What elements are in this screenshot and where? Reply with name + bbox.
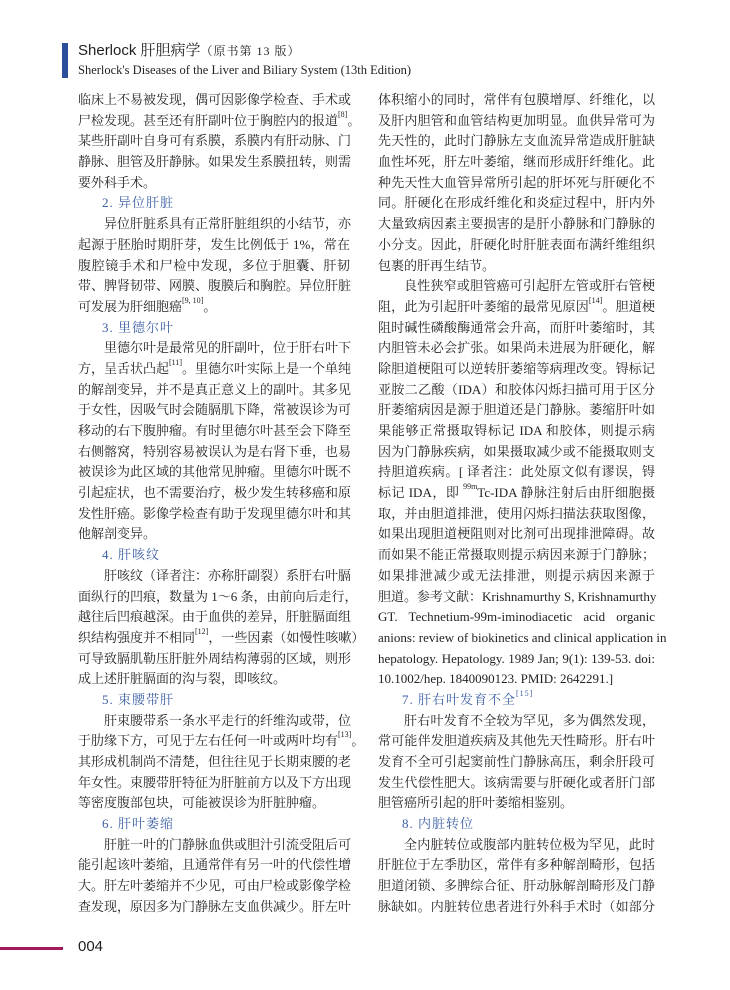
text-line bbox=[78, 897, 350, 918]
text-line bbox=[378, 338, 655, 359]
text-run: 2. 异位肝脏 bbox=[102, 195, 175, 211]
text-line bbox=[378, 442, 655, 463]
text-line bbox=[378, 711, 655, 732]
text-line bbox=[78, 730, 365, 752]
text-run: Tc-IDA 静脉注射后由肝细胞摄 bbox=[477, 485, 655, 501]
text-line bbox=[378, 587, 655, 608]
text-line bbox=[78, 338, 350, 359]
paragraph bbox=[378, 90, 655, 276]
text-line bbox=[78, 690, 350, 711]
text-run: 发育不全可引起窦前性门静脉高压，剩余肝段可 bbox=[378, 754, 655, 769]
text-line bbox=[378, 193, 655, 214]
text-run: 起源于胚胎时期肝芽，发生比例低于 1%，常在 bbox=[78, 236, 350, 252]
text-run: 7. 肝右叶发育不全 bbox=[402, 691, 517, 707]
text-line bbox=[78, 649, 350, 670]
paragraph bbox=[78, 90, 361, 193]
text-line bbox=[378, 462, 655, 483]
paragraph bbox=[78, 835, 350, 918]
text-line bbox=[378, 752, 655, 773]
paragraph bbox=[78, 214, 350, 317]
text-line bbox=[78, 214, 350, 235]
text-run: 被误诊为此区域的其他常见肿瘤。里德尔叶既不 bbox=[78, 464, 352, 480]
text-run: 肝萎缩病因是源于胆道还是门静脉。萎缩肝叶如 bbox=[378, 402, 655, 418]
section-heading bbox=[78, 814, 350, 835]
text-line bbox=[78, 256, 350, 277]
paragraph bbox=[78, 711, 365, 814]
text-line bbox=[378, 876, 655, 897]
text-run: 方，呈舌状凸起 bbox=[78, 360, 170, 376]
section-heading bbox=[378, 814, 655, 835]
text-run: GT. Technetium-99m-iminodiacetic acid organic bbox=[378, 609, 655, 625]
text-run: 肝束腰带系一条水平走行的纤维沟或带，位 bbox=[104, 712, 352, 728]
text-run: 肝脏位于左季肋区，常伴有多种解剖畸形，包括 bbox=[378, 857, 655, 873]
text-line bbox=[78, 504, 350, 525]
text-run: 。里德尔叶实际上是一个单纯 bbox=[182, 360, 352, 376]
text-run: 能引起该叶萎缩，且通常伴有另一叶的代偿性增 bbox=[78, 857, 352, 873]
text-line bbox=[378, 214, 655, 235]
citation-superscript: [14] bbox=[588, 295, 603, 305]
text-line bbox=[378, 690, 655, 711]
text-line bbox=[78, 752, 350, 773]
paragraph bbox=[378, 711, 655, 814]
book-title-en: Sherlock's Diseases of the Liver and Biliary System (13th Edition) bbox=[78, 63, 412, 77]
text-run: hepatology. Hepatology. 1989 Jan; 9(1): 139-53. doi: bbox=[378, 650, 655, 666]
text-run: 种先天性大血管异常所引起的肝坏死与肝硬化不 bbox=[378, 174, 655, 190]
text-line bbox=[378, 359, 655, 380]
text-run: 脉缺如。内脏转位患者进行外科手术时（如部分 bbox=[378, 898, 655, 914]
text-line bbox=[378, 152, 655, 173]
text-line bbox=[378, 897, 655, 918]
text-line bbox=[378, 649, 655, 670]
citation-superscript: [8] bbox=[338, 109, 348, 119]
text-run: 先天性的，此时门静脉左支血流异常造成肝脏缺 bbox=[378, 133, 655, 149]
text-line bbox=[78, 193, 350, 214]
text-line bbox=[378, 607, 655, 628]
text-line bbox=[378, 131, 655, 152]
text-run: 肝咳纹（译者注：亦称肝副裂）系肝右叶膈 bbox=[104, 567, 352, 583]
text-run: 等密度腹部包块，可能被误诊为肝脏肿瘤。 bbox=[78, 795, 326, 811]
text-line bbox=[78, 545, 350, 566]
text-run: 年女性。束腰带肝特征为肝脏前方以及下方出现 bbox=[78, 774, 352, 790]
text-line bbox=[78, 152, 350, 173]
section-heading bbox=[78, 690, 350, 711]
section-heading bbox=[78, 318, 350, 339]
text-line bbox=[78, 318, 350, 339]
text-run: 阻，此为引起肝叶萎缩的最常见原因 bbox=[378, 298, 589, 314]
text-run: 异位肝脏系具有正常肝脏组织的小结节，亦 bbox=[104, 216, 352, 232]
text-line bbox=[378, 669, 655, 690]
text-run: 果能够正常摄取锝标记 IDA 和胶体，则提示病 bbox=[378, 423, 655, 438]
text-line bbox=[378, 256, 655, 277]
text-run: 胆道。参考文献：Krishnamurthy S, Krishnamurthy bbox=[378, 588, 657, 604]
text-run: 可发展为肝细胞癌 bbox=[78, 298, 183, 314]
text-line bbox=[78, 400, 350, 421]
text-run: 包裹的肝再生结节。 bbox=[378, 257, 496, 273]
citation-superscript: [13] bbox=[338, 730, 352, 740]
text-line bbox=[378, 731, 655, 752]
text-line bbox=[378, 421, 655, 442]
text-run: 阻时碱性磷酸酶通常会升高，而肝叶萎缩时，其 bbox=[378, 319, 655, 335]
text-run: 于女性，因吸气时会随膈肌下降，常被误诊为可 bbox=[78, 402, 352, 418]
text-run: 临床上不易被发现，偶可因影像学检查、手术或 bbox=[78, 92, 352, 107]
text-line bbox=[378, 504, 655, 525]
paragraph bbox=[378, 835, 655, 918]
text-line bbox=[378, 297, 655, 318]
text-run: 越往后凹痕越深。由于血供的差异，肝脏膈面组 bbox=[78, 609, 352, 625]
text-run: 胆道闭锁、多脾综合征、肝动脉解剖畸形及门静 bbox=[378, 878, 655, 894]
text-line bbox=[78, 855, 350, 876]
text-run: 10.1002/hep. 1840090123. PMID: 2642291.] bbox=[378, 671, 614, 687]
text-line bbox=[78, 566, 350, 587]
text-line bbox=[78, 587, 358, 608]
text-line bbox=[378, 814, 655, 835]
text-line bbox=[378, 111, 655, 132]
text-line bbox=[378, 855, 655, 876]
text-line bbox=[378, 524, 655, 545]
text-run: 面纵行的凹痕，数量为 1～6 条，由前向后走行， bbox=[78, 588, 358, 604]
text-line bbox=[78, 793, 350, 814]
text-run: 取，并由胆道排泄，使用闪烁扫描法获取图像， bbox=[378, 505, 655, 521]
text-run: 胆管癌所引起的肝叶萎缩相鉴别。 bbox=[378, 795, 574, 811]
citation-superscript: [15] bbox=[516, 688, 534, 698]
text-run: 于肋缘下方，可见于左右任何一叶或两叶均有 bbox=[78, 733, 339, 749]
text-line bbox=[78, 173, 350, 194]
text-line bbox=[78, 711, 350, 732]
text-line bbox=[78, 462, 350, 483]
text-line bbox=[78, 835, 350, 856]
text-line bbox=[378, 628, 667, 649]
edition-cn: （原书第 13 版） bbox=[200, 44, 301, 58]
text-line bbox=[378, 90, 655, 111]
text-run: 除胆道梗阻可以逆转肝萎缩等病理改变。锝标记 bbox=[378, 360, 655, 376]
text-run: 内胆管未必会扩张。如果尚未进展为肝硬化，解 bbox=[378, 340, 655, 356]
paragraph bbox=[78, 566, 365, 690]
citation-superscript: [12] bbox=[195, 626, 209, 636]
text-line bbox=[378, 276, 655, 297]
section-heading bbox=[78, 193, 350, 214]
text-line bbox=[378, 835, 655, 856]
text-line bbox=[378, 380, 655, 401]
text-run: 肝右叶发育不全较为罕见，多为偶然发现， bbox=[404, 712, 655, 728]
text-line bbox=[78, 669, 350, 690]
text-line bbox=[78, 442, 350, 463]
text-run: 大。肝左叶萎缩并不少见，可由尸检或影像学检 bbox=[78, 878, 352, 894]
text-line bbox=[378, 793, 655, 814]
text-run: 亚胺二乙酸（IDA）和胶体闪烁扫描可用于区分 bbox=[378, 381, 655, 397]
citation-superscript: [9, 10] bbox=[182, 295, 204, 305]
text-run: 8. 内脏转位 bbox=[402, 816, 475, 832]
text-run: 肝脏一叶的门静脉血供或胆汁引流受阻后可 bbox=[104, 836, 352, 852]
text-line bbox=[378, 173, 655, 194]
text-run: 。 bbox=[347, 112, 361, 128]
citation-superscript: 99m bbox=[463, 482, 478, 492]
text-run: 持胆道疾病。[ 译者注：此处原文似有谬误，锝 bbox=[378, 464, 655, 480]
text-run: 带、脾肾韧带、网膜、腹膜后和胸腔。异位肝脏 bbox=[78, 278, 352, 294]
section-heading bbox=[378, 690, 655, 711]
text-run: 6. 肝叶萎缩 bbox=[102, 816, 175, 832]
text-run: 发生代偿性肥大。该病需要与肝硬化或者肝门部 bbox=[378, 774, 655, 790]
text-run: 右侧髂窝，特别容易被误认为是右肾下垂，也易 bbox=[78, 443, 352, 459]
footer-accent-line bbox=[0, 947, 63, 950]
text-line bbox=[78, 90, 350, 111]
text-run: 血性坏死，肝左叶萎缩，继而形成肝纤维化。此 bbox=[378, 154, 655, 170]
text-run: 移动的右下腹肿瘤。有时里德尔叶甚至会下降至 bbox=[78, 423, 352, 438]
text-run: 。胆道梗 bbox=[602, 298, 655, 314]
text-run: 尸检发现。甚至还有肝副叶位于胸腔内的报道 bbox=[78, 112, 339, 128]
text-run: 腹腔镜手术和尸检中发现，多位于胆囊、肝韧 bbox=[78, 257, 350, 273]
text-run: 良性狭窄或胆管癌可引起肝左管或肝右管梗 bbox=[404, 278, 655, 294]
text-run: 的解剖变异，并不是真正意义上的副叶。其多见 bbox=[78, 381, 352, 397]
right-column bbox=[378, 90, 667, 918]
text-line bbox=[378, 318, 655, 339]
text-line bbox=[378, 235, 655, 256]
text-line bbox=[378, 483, 655, 504]
text-run: 大量致病因素主要损害的是肝小静脉和门静脉的 bbox=[378, 216, 655, 232]
text-run: 可导致膈肌勒压肝脏外周结构薄弱的区域，则形 bbox=[78, 650, 352, 666]
text-line bbox=[78, 131, 350, 152]
text-run: 因为门静脉疾病，如果摄取减少或不能摄取则支 bbox=[378, 443, 655, 459]
text-run: 要外科手术。 bbox=[78, 174, 157, 190]
text-run: 。 bbox=[351, 733, 365, 749]
text-line bbox=[78, 524, 350, 545]
text-run: 某些肝副叶自身可有系膜，系膜内有肝动脉、门 bbox=[78, 133, 352, 149]
paragraph bbox=[78, 338, 350, 545]
text-run: 如果排泄减少或无法排泄，则提示病因来源于 bbox=[378, 567, 655, 583]
text-line bbox=[78, 876, 350, 897]
text-run: 3. 里德尔叶 bbox=[102, 319, 175, 335]
text-run: 及肝内胆管和血管结构更加明显。血供异常可为 bbox=[378, 112, 655, 128]
text-line bbox=[78, 483, 350, 504]
text-run: 常可能伴发胆道疾病及其他先天性畸形。肝右叶 bbox=[378, 733, 655, 749]
text-run: 查发现，原因多为门静脉左支血供减少。肝左叶 bbox=[78, 898, 352, 914]
text-line bbox=[78, 359, 350, 380]
text-line bbox=[378, 400, 655, 421]
text-run: 小分支。因此，肝硬化时肝脏表面布满纤维组织 bbox=[378, 236, 655, 252]
text-run: 引起症状，也不需要治疗，极少发生转移癌和原 bbox=[78, 485, 352, 501]
text-line bbox=[78, 235, 350, 256]
paragraph bbox=[378, 276, 667, 690]
text-run: ，一些因素（如慢性咳嗽） bbox=[208, 629, 365, 645]
text-line bbox=[78, 109, 361, 132]
text-run: 其形成机制尚不清楚，但往往见于长期束腰的老 bbox=[78, 754, 352, 769]
text-line bbox=[78, 297, 350, 318]
text-run: 同。肝硬化在形成纤维化和炎症过程中，肝内外 bbox=[378, 195, 655, 211]
running-header-cn bbox=[78, 42, 301, 60]
text-run: 。 bbox=[203, 298, 217, 314]
text-run: 5. 束腰带肝 bbox=[102, 691, 175, 707]
text-run: 他解剖变异。 bbox=[78, 526, 157, 542]
text-run: 4. 肝咳纹 bbox=[102, 547, 161, 563]
text-line bbox=[78, 607, 350, 628]
text-line bbox=[378, 545, 655, 566]
text-run: 而如果不能正常摄取则提示病因来源于门静脉； bbox=[378, 547, 655, 563]
text-line bbox=[78, 421, 350, 442]
text-line bbox=[78, 773, 350, 794]
left-column bbox=[78, 90, 365, 918]
text-line bbox=[378, 566, 655, 587]
text-line bbox=[78, 814, 350, 835]
header-accent-bar bbox=[62, 43, 68, 78]
text-line bbox=[78, 276, 350, 297]
text-run: 标记 IDA，即 bbox=[378, 485, 464, 501]
text-run: 发性肝癌。影像学检查有助于发现里德尔叶和其 bbox=[78, 505, 352, 521]
text-line bbox=[78, 380, 350, 401]
book-title-cn: Sherlock 肝胆病学 bbox=[78, 42, 201, 59]
text-run: 全内脏转位或腹部内脏转位极为罕见，此时 bbox=[404, 836, 655, 852]
text-run: 静脉、胆管及肝静脉。如果发生系膜扭转，则需 bbox=[78, 154, 352, 170]
section-heading bbox=[78, 545, 350, 566]
text-run: 如果出现胆道梗阻则对比剂可出现排泄障碍。故 bbox=[378, 526, 655, 542]
text-run: 织结构强度并不相同 bbox=[78, 629, 196, 645]
page-number: 004 bbox=[78, 938, 104, 955]
text-run: anions: review of biokinetics and clinical application in bbox=[378, 629, 667, 645]
text-line bbox=[78, 626, 365, 649]
text-run: 成上述肝脏膈面的沟与裂，即咳纹。 bbox=[78, 671, 287, 687]
text-line bbox=[378, 773, 655, 794]
text-run: 里德尔叶是最常见的肝副叶，位于肝右叶下 bbox=[104, 340, 352, 356]
citation-superscript: [11] bbox=[169, 357, 183, 367]
text-run: 体积缩小的同时，常伴有包膜增厚、纤维化，以 bbox=[378, 92, 655, 107]
